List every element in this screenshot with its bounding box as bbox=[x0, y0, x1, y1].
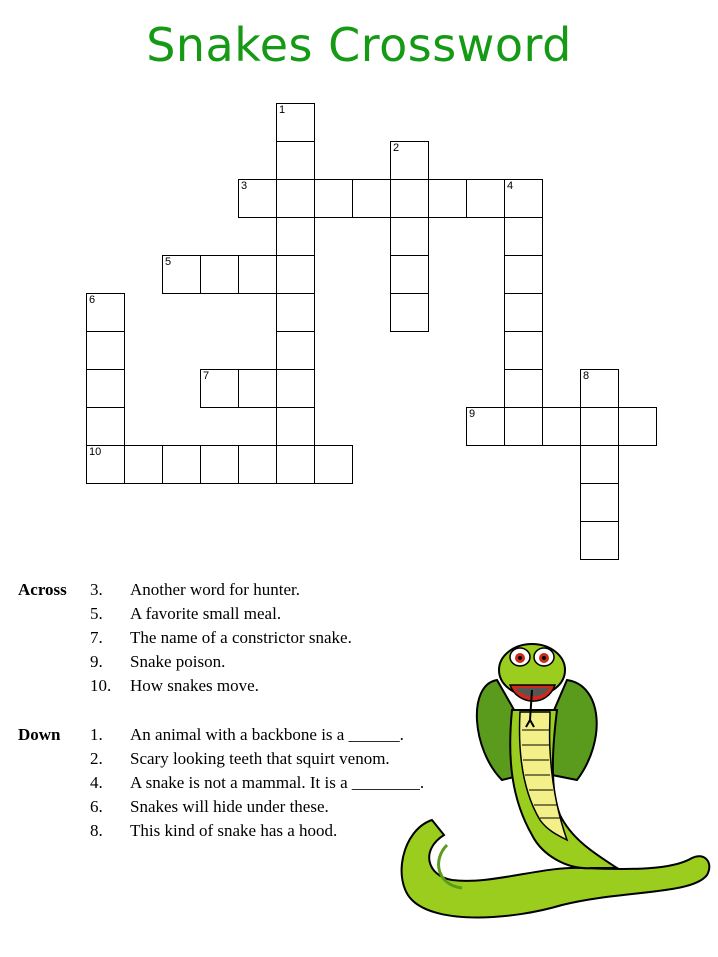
letter-input[interactable] bbox=[239, 180, 276, 217]
crossword-cell[interactable] bbox=[86, 369, 125, 408]
letter-input[interactable] bbox=[581, 484, 618, 521]
crossword-cell[interactable] bbox=[314, 445, 353, 484]
letter-input[interactable] bbox=[315, 180, 352, 217]
crossword-cell[interactable] bbox=[390, 217, 429, 256]
crossword-cell[interactable] bbox=[428, 179, 467, 218]
crossword-cell[interactable] bbox=[200, 445, 239, 484]
crossword-cell[interactable] bbox=[352, 179, 391, 218]
clue-number-label: 7 bbox=[203, 370, 210, 382]
crossword-cell[interactable] bbox=[504, 331, 543, 370]
down-label: Down bbox=[18, 725, 61, 744]
clue-text: This kind of snake has a hood. bbox=[130, 821, 338, 840]
letter-input[interactable] bbox=[505, 370, 542, 407]
crossword-cell[interactable] bbox=[580, 521, 619, 560]
crossword-cell[interactable] bbox=[276, 179, 315, 218]
clue-text: A snake is not a mammal. It is a ________. bbox=[130, 773, 425, 792]
letter-input[interactable] bbox=[581, 370, 618, 407]
crossword-cell[interactable] bbox=[390, 141, 429, 180]
letter-input[interactable] bbox=[201, 256, 238, 293]
crossword-cell[interactable] bbox=[276, 255, 315, 294]
letter-input[interactable] bbox=[239, 446, 276, 483]
crossword-cell[interactable] bbox=[390, 255, 429, 294]
letter-input[interactable] bbox=[277, 218, 314, 255]
crossword-cell[interactable] bbox=[390, 179, 429, 218]
crossword-cell[interactable] bbox=[200, 255, 239, 294]
snake-iris-left bbox=[518, 656, 522, 660]
letter-input[interactable] bbox=[277, 104, 314, 141]
clue-number-label: 5 bbox=[165, 256, 172, 268]
letter-input[interactable] bbox=[277, 256, 314, 293]
clue-number: 1. bbox=[90, 725, 103, 744]
clue-number: 4. bbox=[90, 773, 103, 792]
letter-input[interactable] bbox=[87, 446, 124, 483]
clue-text: Snakes will hide under these. bbox=[130, 797, 329, 816]
crossword-cell[interactable] bbox=[238, 255, 277, 294]
crossword-cell[interactable] bbox=[86, 293, 125, 332]
crossword-cell[interactable] bbox=[466, 407, 505, 446]
letter-input[interactable] bbox=[391, 142, 428, 179]
crossword-cell[interactable] bbox=[200, 369, 239, 408]
letter-input[interactable] bbox=[277, 332, 314, 369]
clue-number-label: 6 bbox=[89, 294, 96, 306]
letter-input[interactable] bbox=[163, 446, 200, 483]
letter-input[interactable] bbox=[391, 294, 428, 331]
crossword-cell[interactable] bbox=[276, 407, 315, 446]
clue-number: 9. bbox=[90, 652, 103, 671]
letter-input[interactable] bbox=[87, 294, 124, 331]
snake-iris-right bbox=[542, 656, 546, 660]
clue-number: 8. bbox=[90, 821, 103, 840]
clue-number: 3. bbox=[90, 580, 103, 599]
letter-input[interactable] bbox=[391, 180, 428, 217]
letter-input[interactable] bbox=[505, 256, 542, 293]
crossword-cell[interactable] bbox=[238, 445, 277, 484]
crossword-cell[interactable] bbox=[162, 255, 201, 294]
letter-input[interactable] bbox=[87, 408, 124, 445]
letter-input[interactable] bbox=[277, 294, 314, 331]
crossword-cell[interactable] bbox=[580, 369, 619, 408]
letter-input[interactable] bbox=[505, 180, 542, 217]
crossword-cell[interactable] bbox=[276, 141, 315, 180]
clue-number: 5. bbox=[90, 604, 103, 623]
clue-number-label: 3 bbox=[241, 180, 248, 192]
letter-input[interactable] bbox=[163, 256, 200, 293]
letter-input[interactable] bbox=[619, 408, 656, 445]
letter-input[interactable] bbox=[315, 446, 352, 483]
clue-number: 10. bbox=[90, 676, 112, 695]
clue-text: Snake poison. bbox=[130, 652, 226, 671]
letter-input[interactable] bbox=[277, 370, 314, 407]
letter-input[interactable] bbox=[581, 522, 618, 559]
letter-input[interactable] bbox=[543, 408, 580, 445]
crossword-cell[interactable] bbox=[124, 445, 163, 484]
letter-input[interactable] bbox=[505, 332, 542, 369]
letter-input[interactable] bbox=[239, 370, 276, 407]
crossword-cell[interactable] bbox=[504, 293, 543, 332]
crossword-cell[interactable] bbox=[86, 331, 125, 370]
letter-input[interactable] bbox=[277, 142, 314, 179]
crossword-cell[interactable] bbox=[276, 445, 315, 484]
letter-input[interactable] bbox=[581, 446, 618, 483]
clue-number-label: 1 bbox=[279, 104, 286, 116]
clue-text: Another word for hunter. bbox=[130, 580, 300, 599]
crossword-cell[interactable] bbox=[466, 179, 505, 218]
crossword-cell[interactable] bbox=[276, 331, 315, 370]
letter-input[interactable] bbox=[505, 218, 542, 255]
crossword-cell[interactable] bbox=[276, 217, 315, 256]
letter-input[interactable] bbox=[391, 256, 428, 293]
crossword-cell[interactable] bbox=[580, 407, 619, 446]
crossword-cell[interactable] bbox=[504, 255, 543, 294]
letter-input[interactable] bbox=[467, 408, 504, 445]
crossword-cell[interactable] bbox=[86, 445, 125, 484]
letter-input[interactable] bbox=[429, 180, 466, 217]
letter-input[interactable] bbox=[467, 180, 504, 217]
letter-input[interactable] bbox=[201, 446, 238, 483]
letter-input[interactable] bbox=[87, 332, 124, 369]
crossword-cell[interactable] bbox=[238, 179, 277, 218]
letter-input[interactable] bbox=[505, 294, 542, 331]
clue-number-label: 10 bbox=[89, 446, 102, 458]
clue-number: 2. bbox=[90, 749, 103, 768]
crossword-cell[interactable] bbox=[580, 483, 619, 522]
letter-input[interactable] bbox=[353, 180, 390, 217]
clue-number: 6. bbox=[90, 797, 103, 816]
page-title: Snakes Crossword bbox=[146, 18, 572, 72]
letter-input[interactable] bbox=[201, 370, 238, 407]
snake-hood-right bbox=[552, 680, 597, 780]
clue-number-label: 4 bbox=[507, 180, 514, 192]
crossword-cell[interactable] bbox=[276, 103, 315, 142]
crossword-cell[interactable] bbox=[162, 445, 201, 484]
letter-input[interactable] bbox=[277, 446, 314, 483]
crossword-cell[interactable] bbox=[504, 369, 543, 408]
letter-input[interactable] bbox=[125, 446, 162, 483]
letter-input[interactable] bbox=[277, 408, 314, 445]
letter-input[interactable] bbox=[239, 256, 276, 293]
across-label: Across bbox=[18, 580, 67, 599]
crossword-cell[interactable] bbox=[580, 445, 619, 484]
crossword-cell[interactable] bbox=[618, 407, 657, 446]
clue-number: 7. bbox=[90, 628, 103, 647]
letter-input[interactable] bbox=[505, 408, 542, 445]
clue-text: The name of a constrictor snake. bbox=[130, 628, 352, 647]
crossword-cell[interactable] bbox=[390, 293, 429, 332]
crossword-cell[interactable] bbox=[86, 407, 125, 446]
crossword-cell[interactable] bbox=[542, 407, 581, 446]
letter-input[interactable] bbox=[87, 370, 124, 407]
crossword-cell[interactable] bbox=[504, 179, 543, 218]
clue-number-label: 2 bbox=[393, 142, 400, 154]
clue-number-label: 9 bbox=[469, 408, 476, 420]
crossword-cell[interactable] bbox=[276, 293, 315, 332]
crossword-cell[interactable] bbox=[276, 369, 315, 408]
clue-text: How snakes move. bbox=[130, 676, 259, 695]
crossword-cell[interactable] bbox=[504, 407, 543, 446]
clue-text: An animal with a backbone is a ______. bbox=[130, 725, 404, 744]
clue-number-label: 8 bbox=[583, 370, 590, 382]
crossword-cell[interactable] bbox=[238, 369, 277, 408]
letter-input[interactable] bbox=[277, 180, 314, 217]
letter-input[interactable] bbox=[391, 218, 428, 255]
clue-text: Scary looking teeth that squirt venom. bbox=[130, 749, 390, 768]
crossword-cell[interactable] bbox=[314, 179, 353, 218]
crossword-cell[interactable] bbox=[504, 217, 543, 256]
cobra-illustration bbox=[392, 630, 712, 950]
letter-input[interactable] bbox=[581, 408, 618, 445]
clue-text: A favorite small meal. bbox=[130, 604, 282, 623]
